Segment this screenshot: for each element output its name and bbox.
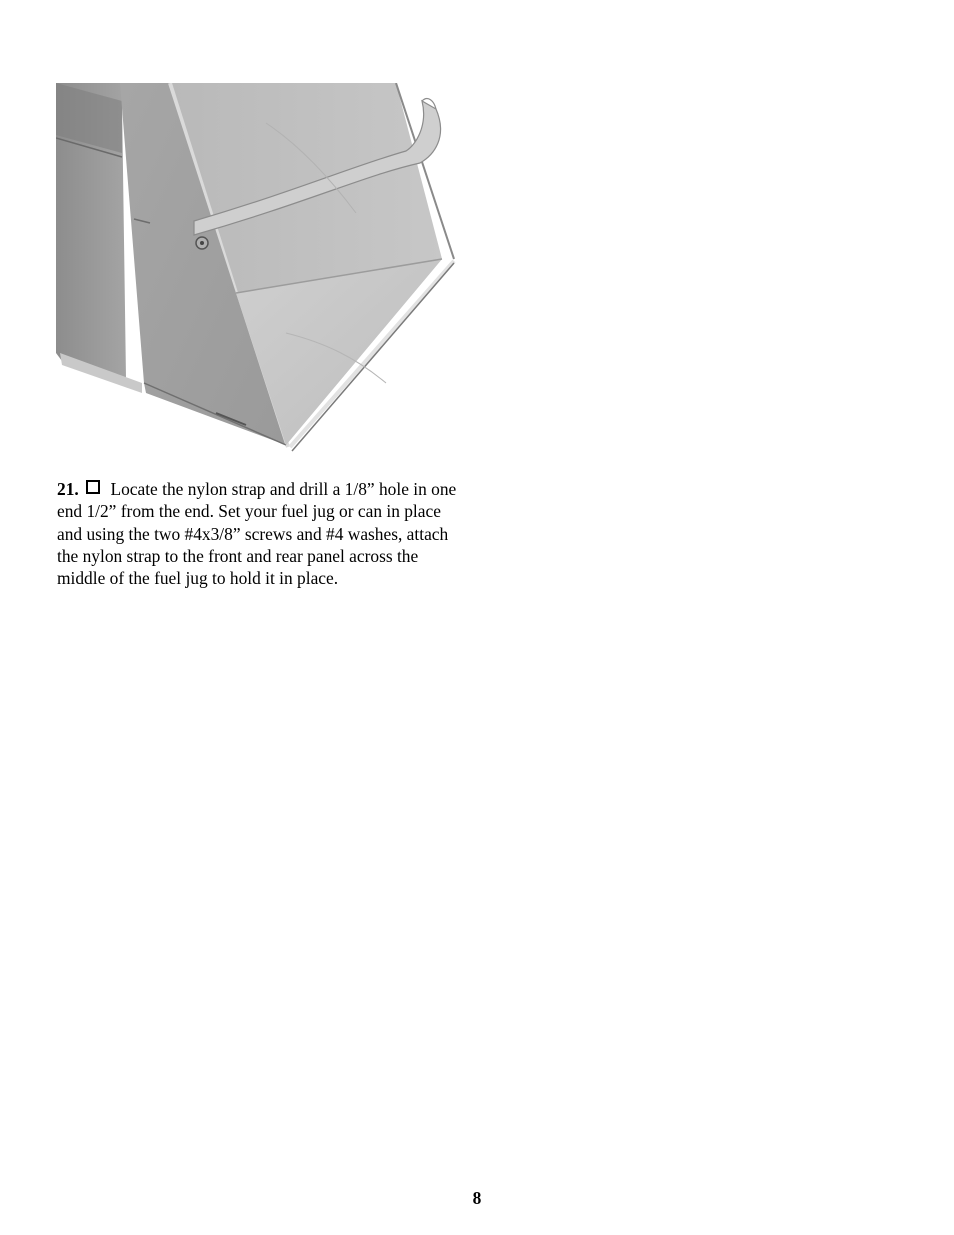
fuel-box-illustration bbox=[56, 83, 458, 455]
step-number: 21. bbox=[57, 479, 79, 499]
step-instructions: Locate the nylon strap and drill a 1/8” hole in one end 1/2” from the end. Set your fuel jug or can in place and using the two #4x3/8” screws and #4 washes, attach the nylon strap to the front and rear panel across the middle of the fuel jug to hold it in place. bbox=[57, 479, 457, 589]
step-21 bbox=[57, 478, 467, 589]
checkbox-icon[interactable] bbox=[86, 480, 100, 494]
assembly-photo bbox=[56, 83, 458, 455]
page-number: 8 bbox=[472, 1188, 482, 1208]
